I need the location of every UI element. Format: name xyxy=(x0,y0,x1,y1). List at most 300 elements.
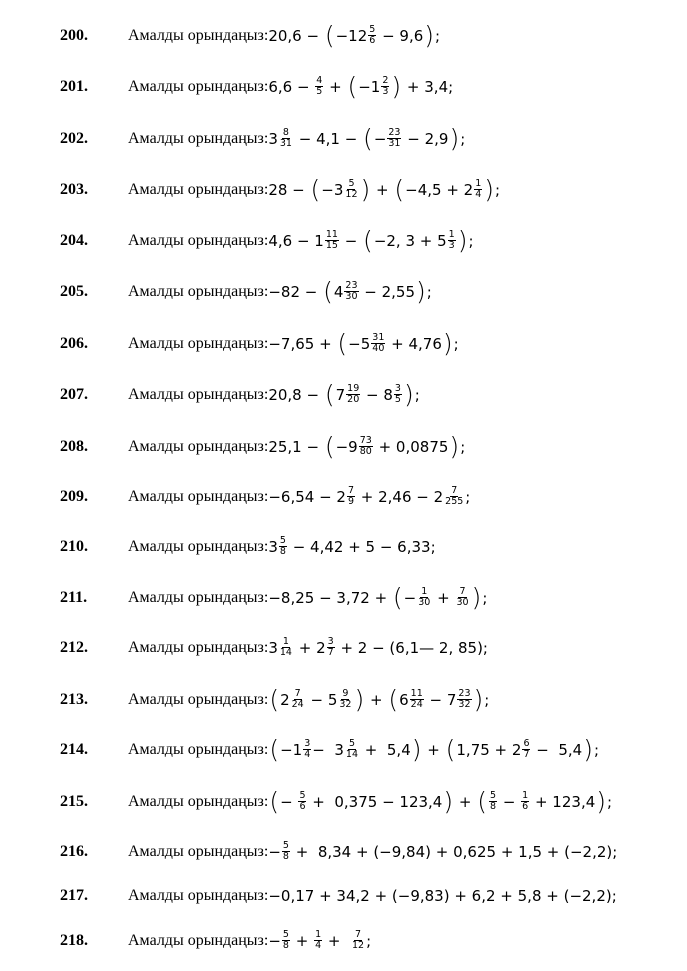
fraction-denominator: 14 xyxy=(345,749,359,761)
problem-row xyxy=(0,482,687,512)
problem-row xyxy=(0,432,687,462)
expression-text: −5 xyxy=(348,335,371,353)
fraction xyxy=(448,230,456,251)
fraction xyxy=(282,930,290,951)
fraction xyxy=(344,281,358,302)
close-paren: ) xyxy=(583,734,593,764)
fraction xyxy=(489,791,497,812)
problem-row xyxy=(0,685,687,715)
close-paren: ) xyxy=(484,174,495,204)
fraction-denominator: 6 xyxy=(369,35,376,47)
instruction-label: Амалды орындаңыз: xyxy=(128,639,269,656)
fraction-denominator: 30 xyxy=(456,597,469,609)
close-paren: ) xyxy=(403,379,414,409)
fraction xyxy=(444,486,464,507)
expression-text: ; xyxy=(460,438,466,456)
fraction xyxy=(298,791,306,812)
fraction xyxy=(303,739,311,760)
fraction-denominator: 14 xyxy=(279,647,292,659)
open-paren: ( xyxy=(324,431,335,461)
expression-text: + 8,34 + (−9,84) + 0,625 + 1,5 + (−2,2); xyxy=(290,843,618,861)
problem-row xyxy=(0,277,687,307)
expression-text: 20,8 − xyxy=(268,386,324,404)
open-paren: ( xyxy=(388,684,399,714)
problem-content xyxy=(128,637,488,658)
fraction-numerator: 5 xyxy=(369,24,376,36)
fraction-numerator: 1 xyxy=(282,636,289,648)
expression xyxy=(268,536,435,557)
problem-number: 216. xyxy=(60,843,88,860)
expression-text: −1 xyxy=(358,78,381,96)
expression xyxy=(268,431,466,461)
close-paren: ) xyxy=(424,20,435,50)
problem-content xyxy=(128,123,466,153)
problem-number: 218. xyxy=(60,932,88,949)
fraction-numerator: 7 xyxy=(294,688,301,700)
fraction-numerator: 5 xyxy=(299,790,306,802)
expression xyxy=(268,734,600,764)
problem-row xyxy=(0,787,687,817)
expression-text: − 2,55 xyxy=(359,283,416,301)
fraction-denominator: 12 xyxy=(351,940,365,952)
fraction-denominator: 31 xyxy=(279,138,292,150)
close-paren: ) xyxy=(360,174,371,204)
close-paren: ) xyxy=(449,431,460,461)
expression-text: − 8 xyxy=(361,386,393,404)
problem-row xyxy=(0,532,687,562)
fraction xyxy=(282,841,290,862)
fraction-denominator: 5 xyxy=(394,394,401,406)
problem-row xyxy=(0,329,687,359)
fraction xyxy=(521,791,529,812)
problem-content xyxy=(128,225,474,255)
close-paren: ) xyxy=(457,225,468,255)
problem-content xyxy=(128,887,617,905)
fraction-denominator: 6 xyxy=(299,801,306,813)
expression-text: − 3 xyxy=(312,741,344,759)
problem-content xyxy=(128,431,466,461)
expression-text: − 4,42 + 5 − 6,33; xyxy=(287,538,436,556)
open-paren: ( xyxy=(394,174,405,204)
problem-content xyxy=(128,328,459,358)
expression-text: −8,25 − 3,72 + xyxy=(268,589,392,607)
problem-content xyxy=(128,582,488,612)
fraction-numerator: 2 xyxy=(382,75,389,87)
expression-text: −0,17 + 34,2 + (−9,83) + 6,2 + 5,8 + (−2,2); xyxy=(268,887,617,905)
instruction-label: Амалды орындаңыз: xyxy=(128,589,269,606)
fraction-numerator: 5 xyxy=(279,535,286,547)
problem-content xyxy=(128,786,613,816)
fraction-denominator: 7 xyxy=(327,647,334,659)
expression-text: + xyxy=(365,691,388,709)
expression-text: 3 xyxy=(268,130,278,148)
fraction xyxy=(457,689,471,710)
fraction-numerator: 1 xyxy=(421,586,428,598)
expression xyxy=(268,684,490,714)
expression-text: −12 xyxy=(335,27,368,45)
fraction-denominator: 30 xyxy=(418,597,431,609)
fraction-numerator: 19 xyxy=(347,383,360,395)
fraction xyxy=(368,25,376,46)
open-paren: ( xyxy=(269,684,280,714)
problem-content xyxy=(128,486,470,507)
fraction-denominator: 8 xyxy=(282,851,289,863)
instruction-label: Амалды орындаңыз: xyxy=(128,438,269,455)
expression-text: − xyxy=(268,932,281,950)
fraction-denominator: 20 xyxy=(347,394,360,406)
expression-text: −9 xyxy=(335,438,358,456)
open-paren: ( xyxy=(363,225,373,255)
fraction xyxy=(347,486,355,507)
fraction-numerator: 3 xyxy=(304,738,311,750)
problem-number: 204. xyxy=(60,232,88,249)
expression-text: 2 xyxy=(280,691,290,709)
fraction-numerator: 8 xyxy=(282,127,289,139)
problem-number: 217. xyxy=(60,887,88,904)
fraction-numerator: 1 xyxy=(475,178,482,190)
open-paren: ( xyxy=(445,734,456,764)
expression-text: 3 xyxy=(268,639,278,657)
fraction-numerator: 11 xyxy=(410,688,423,700)
expression-text: ; xyxy=(460,130,466,148)
expression-text: −2, 3 + 5 xyxy=(373,232,447,250)
fraction-denominator: 24 xyxy=(291,699,304,711)
problem-row xyxy=(0,633,687,663)
close-paren: ) xyxy=(416,276,426,306)
expression-text: ; xyxy=(482,589,488,607)
fraction-numerator: 31 xyxy=(372,332,385,344)
fraction-denominator: 5 xyxy=(316,86,323,98)
expression-text: 1,75 + 2 xyxy=(456,741,522,759)
fraction-denominator: 4 xyxy=(315,940,322,952)
problem-number: 214. xyxy=(60,741,88,758)
expression-text: − 9,6 xyxy=(377,27,424,45)
open-paren: ( xyxy=(269,786,280,816)
open-paren: ( xyxy=(310,174,321,204)
expression-text: 4 xyxy=(333,283,344,301)
fraction-numerator: 1 xyxy=(522,790,529,802)
close-paren: ) xyxy=(473,684,484,714)
problem-number: 212. xyxy=(60,639,88,656)
open-paren: ( xyxy=(392,582,403,612)
fraction-denominator: 3 xyxy=(382,86,389,98)
expression-text: ; xyxy=(426,283,432,301)
expression-text: ; xyxy=(465,488,471,506)
instruction-label: Амалды орындаңыз: xyxy=(128,691,269,708)
problem-number: 200. xyxy=(60,27,88,44)
fraction xyxy=(371,333,385,354)
expression xyxy=(268,486,470,507)
expression-text: + 0,375 − 123,4 xyxy=(307,793,443,811)
instruction-label: Амалды орындаңыз: xyxy=(128,27,269,44)
fraction-numerator: 5 xyxy=(490,790,497,802)
expression xyxy=(268,887,616,905)
problem-row xyxy=(0,21,687,51)
expression-text: − 7 xyxy=(424,691,457,709)
problem-row xyxy=(0,380,687,410)
close-paren: ) xyxy=(596,786,607,816)
problem-content xyxy=(128,536,436,557)
expression-text: −1 xyxy=(280,741,303,759)
expression-text: − xyxy=(339,232,363,250)
problem-row xyxy=(0,881,687,911)
problem-row xyxy=(0,837,687,867)
instruction-label: Амалды орындаңыз: xyxy=(128,887,269,904)
fraction-denominator: 12 xyxy=(345,189,358,201)
expression-text: ; xyxy=(453,335,459,353)
expression-text: 6,6 − xyxy=(268,78,315,96)
problem-row xyxy=(0,735,687,765)
fraction-denominator: 4 xyxy=(304,749,311,761)
fraction-numerator: 11 xyxy=(325,229,338,241)
expression xyxy=(268,328,459,358)
expression xyxy=(268,71,454,101)
fraction xyxy=(344,179,358,200)
instruction-label: Амалды орындаңыз: xyxy=(128,932,269,949)
problem-number: 203. xyxy=(60,181,88,198)
fraction-numerator: 23 xyxy=(345,280,358,292)
fraction xyxy=(325,230,339,251)
fraction-denominator: 8 xyxy=(282,940,289,952)
expression-text: − xyxy=(403,589,417,607)
expression-text: ; xyxy=(435,27,441,45)
instruction-label: Амалды орындаңыз: xyxy=(128,793,269,810)
problem-content xyxy=(128,71,454,101)
fraction xyxy=(417,587,431,608)
expression-text: − 4,1 − xyxy=(293,130,363,148)
expression-text: 6 xyxy=(399,691,409,709)
expression-text: + xyxy=(324,78,347,96)
problem-row xyxy=(0,583,687,613)
expression-text: 3 xyxy=(268,538,278,556)
expression xyxy=(268,225,474,255)
expression xyxy=(268,379,420,409)
fraction-denominator: 24 xyxy=(410,699,423,711)
expression-text: 28 − xyxy=(268,181,310,199)
fraction-numerator: 7 xyxy=(347,485,354,497)
fraction xyxy=(410,689,424,710)
open-paren: ( xyxy=(323,276,333,306)
expression-text: − 5,4 xyxy=(531,741,583,759)
problem-number: 209. xyxy=(60,488,88,505)
problem-content xyxy=(128,174,501,204)
close-paren: ) xyxy=(391,71,402,101)
expression-text: 4,6 − 1 xyxy=(268,232,324,250)
fraction-numerator: 5 xyxy=(348,738,355,750)
problem-number: 205. xyxy=(60,283,88,300)
fraction-numerator: 7 xyxy=(451,485,458,497)
problem-row xyxy=(0,175,687,205)
problem-number: 206. xyxy=(60,335,88,352)
fraction-numerator: 1 xyxy=(315,929,322,941)
fraction-denominator: 6 xyxy=(522,801,529,813)
expression xyxy=(268,276,432,306)
expression-text: + 2 − (6,1— 2, 85); xyxy=(335,639,488,657)
problem-content xyxy=(128,20,441,50)
fraction-numerator: 6 xyxy=(523,738,530,750)
fraction-numerator: 1 xyxy=(448,229,455,241)
instruction-label: Амалды орындаңыз: xyxy=(128,232,269,249)
instruction-label: Амалды орындаңыз: xyxy=(128,488,269,505)
problem-number: 211. xyxy=(60,589,88,606)
instruction-label: Амалды орындаңыз: xyxy=(128,335,269,352)
fraction xyxy=(279,536,287,557)
fraction-denominator: 32 xyxy=(458,699,471,711)
expression-text: 25,1 − xyxy=(268,438,324,456)
close-paren: ) xyxy=(411,734,422,764)
close-paren: ) xyxy=(449,123,460,153)
problem-content xyxy=(128,276,432,306)
problem-number: 208. xyxy=(60,438,88,455)
expression-text: ; xyxy=(468,232,474,250)
fraction xyxy=(315,76,323,97)
instruction-label: Амалды орындаңыз: xyxy=(128,283,269,300)
expression-text: − xyxy=(498,793,521,811)
expression xyxy=(268,20,441,50)
close-paren: ) xyxy=(471,582,482,612)
expression-text: + xyxy=(454,793,477,811)
open-paren: ( xyxy=(363,123,373,153)
problem-content xyxy=(128,841,617,862)
fraction xyxy=(279,637,293,658)
expression-text: ; xyxy=(607,793,613,811)
fraction-denominator: 80 xyxy=(359,446,372,458)
instruction-label: Амалды орындаңыз: xyxy=(128,181,269,198)
expression xyxy=(268,930,371,951)
fraction-denominator: 255 xyxy=(445,496,464,508)
fraction xyxy=(279,128,293,149)
problem-content xyxy=(128,684,490,714)
fraction xyxy=(346,384,360,405)
expression-text: + xyxy=(432,589,455,607)
fraction-numerator: 3 xyxy=(394,383,401,395)
fraction-denominator: 8 xyxy=(279,546,286,558)
fraction-numerator: 7 xyxy=(355,929,362,941)
fraction-denominator: 7 xyxy=(523,749,530,761)
fraction-denominator: 8 xyxy=(490,801,497,813)
problem-row xyxy=(0,926,687,956)
fraction-numerator: 4 xyxy=(316,75,323,87)
expression xyxy=(268,637,488,658)
expression-text: + 5,4 xyxy=(360,741,411,759)
fraction-denominator: 9 xyxy=(347,496,354,508)
open-paren: ( xyxy=(269,734,280,764)
instruction-label: Амалды орындаңыз: xyxy=(128,741,269,758)
expression-text: −3 xyxy=(321,181,344,199)
expression-text: −4,5 + 2 xyxy=(405,181,474,199)
expression-text: ; xyxy=(484,691,490,709)
expression-text: + xyxy=(422,741,445,759)
expression-text: − 5 xyxy=(305,691,338,709)
close-paren: ) xyxy=(443,786,454,816)
fraction-numerator: 73 xyxy=(359,435,372,447)
instruction-label: Амалды орындаңыз: xyxy=(128,130,269,147)
instruction-label: Амалды орындаңыз: xyxy=(128,386,269,403)
fraction xyxy=(474,179,482,200)
fraction xyxy=(291,689,305,710)
fraction-denominator: 15 xyxy=(325,240,338,252)
expression xyxy=(268,582,488,612)
fraction xyxy=(327,637,335,658)
fraction xyxy=(359,436,373,457)
open-paren: ( xyxy=(477,786,487,816)
instruction-label: Амалды орындаңыз: xyxy=(128,843,269,860)
fraction-numerator: 23 xyxy=(388,127,401,139)
expression-text: + 0,0875 xyxy=(373,438,449,456)
expression-text: −82 − xyxy=(268,283,323,301)
expression-text: 20,6 − xyxy=(268,27,324,45)
expression-text: + 2,46 − 2 xyxy=(356,488,444,506)
expression-text: + xyxy=(371,181,394,199)
expression-text: − xyxy=(280,793,298,811)
expression-text: + xyxy=(323,932,350,950)
expression-text: + 3,4; xyxy=(402,78,454,96)
expression-text: −6,54 − 2 xyxy=(268,488,346,506)
close-paren: ) xyxy=(354,684,365,714)
expression-text: ; xyxy=(593,741,600,759)
fraction-numerator: 3 xyxy=(327,636,334,648)
expression-text: 7 xyxy=(335,386,346,404)
fraction xyxy=(381,76,389,97)
problem-number: 202. xyxy=(60,130,88,147)
open-paren: ( xyxy=(324,379,335,409)
fraction xyxy=(394,384,402,405)
fraction-numerator: 9 xyxy=(342,688,349,700)
expression-text: − xyxy=(373,130,387,148)
fraction xyxy=(387,128,401,149)
fraction xyxy=(345,739,359,760)
instruction-label: Амалды орындаңыз: xyxy=(128,78,269,95)
expression xyxy=(268,174,501,204)
fraction xyxy=(351,930,365,951)
fraction xyxy=(455,587,469,608)
close-paren: ) xyxy=(442,328,453,358)
expression-text: + 123,4 xyxy=(530,793,596,811)
fraction-denominator: 31 xyxy=(388,138,401,150)
problem-content xyxy=(128,734,600,764)
fraction-denominator: 30 xyxy=(345,291,358,303)
fraction-denominator: 4 xyxy=(475,189,482,201)
problem-row xyxy=(0,226,687,256)
fraction-numerator: 7 xyxy=(459,586,466,598)
fraction xyxy=(522,739,530,760)
expression-text: −7,65 + xyxy=(268,335,337,353)
open-paren: ( xyxy=(347,71,358,101)
expression-text: − 2,9 xyxy=(402,130,449,148)
expression-text: ; xyxy=(366,932,372,950)
expression xyxy=(268,123,466,153)
expression-text: ; xyxy=(495,181,501,199)
expression-text: − xyxy=(268,843,281,861)
instruction-label: Амалды орындаңыз: xyxy=(128,538,269,555)
expression-text: + 4,76 xyxy=(386,335,442,353)
fraction xyxy=(314,930,322,951)
fraction-denominator: 32 xyxy=(339,699,352,711)
fraction-denominator: 40 xyxy=(372,343,385,355)
fraction xyxy=(338,689,352,710)
problem-number: 201. xyxy=(60,78,88,95)
fraction-numerator: 5 xyxy=(282,840,289,852)
problem-content xyxy=(128,930,371,951)
problem-row xyxy=(0,72,687,102)
problem-number: 210. xyxy=(60,538,88,555)
problem-row xyxy=(0,124,687,154)
problem-number: 213. xyxy=(60,691,88,708)
fraction-numerator: 23 xyxy=(458,688,471,700)
open-paren: ( xyxy=(324,20,335,50)
open-paren: ( xyxy=(337,328,348,358)
problem-number: 207. xyxy=(60,386,88,403)
